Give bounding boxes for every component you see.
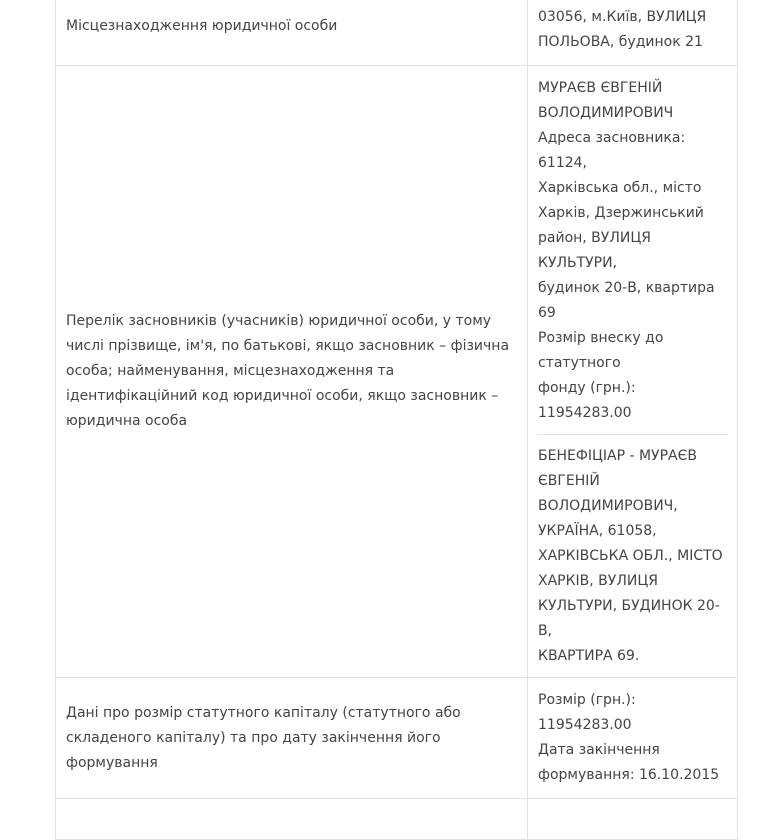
row-label-address: Місцезнаходження юридичної особи	[56, 0, 528, 65]
beneficiary-line: ВОЛОДИМИРОВИЧ,	[538, 498, 678, 514]
address-line: 03056, м.Київ, ВУЛИЦЯ	[538, 9, 707, 25]
founder-line: Адреса засновника: 61124,	[538, 130, 686, 171]
table-row-founders	[56, 66, 737, 678]
address-line: ПОЛЬОВА, будинок 21	[538, 34, 703, 50]
row-label-next	[56, 799, 528, 839]
row-label-founders: Перелік засновників (учасників) юридичної особи, у тому числі прізвище, ім'я, по батькові, якщо засновник – фізична особа; найменування, місцезнаходження та ідентифікаційний код юридичної особи, якщо засновник – юридична особа	[56, 66, 528, 677]
capital-line: Розмір (грн.): 11954283.00	[538, 692, 636, 733]
row-label-capital: Дані про розмір статутного капіталу (статутного або складеного капіталу) та про дату закінчення його формування	[56, 678, 528, 798]
beneficiary-line: УКРАЇНА, 61058,	[538, 523, 657, 539]
founder-entry	[538, 76, 726, 434]
beneficiary-line: КВАРТИРА 69.	[538, 648, 640, 664]
capital-line: Дата закінчення	[538, 742, 660, 758]
founder-line: Харківська обл., місто	[538, 180, 702, 196]
row-value-next	[528, 799, 736, 839]
founder-line: Харків, Дзержинський	[538, 205, 704, 221]
founder-line: Розмір внеску до статутного	[538, 330, 664, 371]
founder-line: район, ВУЛИЦЯ КУЛЬТУРИ,	[538, 230, 651, 271]
founder-line: МУРАЄВ ЄВГЕНІЙ	[538, 80, 663, 96]
beneficiary-entry	[538, 434, 728, 669]
beneficiary-line: ХАРКІВ, ВУЛИЦЯ	[538, 573, 658, 589]
company-info-table	[55, 0, 738, 840]
table-row-next	[56, 799, 737, 840]
beneficiary-line: БЕНЕФІЦІАР - МУРАЄВ	[538, 448, 697, 464]
beneficiary-line: КУЛЬТУРИ, БУДИНОК 20-В,	[538, 598, 720, 639]
founder-line: будинок 20-В, квартира 69	[538, 280, 715, 321]
beneficiary-line: ЄВГЕНІЙ	[538, 473, 600, 489]
capital-line: формування: 16.10.2015	[538, 767, 720, 783]
founder-line: фонду (грн.): 11954283.00	[538, 380, 636, 421]
row-value-founders	[528, 66, 736, 677]
row-value-capital	[528, 678, 736, 798]
row-value-address	[528, 0, 736, 65]
table-row-address	[56, 0, 737, 66]
table-row-capital	[56, 678, 737, 799]
beneficiary-line: ХАРКІВСЬКА ОБЛ., МІСТО	[538, 548, 723, 564]
founder-line: ВОЛОДИМИРОВИЧ	[538, 105, 674, 121]
